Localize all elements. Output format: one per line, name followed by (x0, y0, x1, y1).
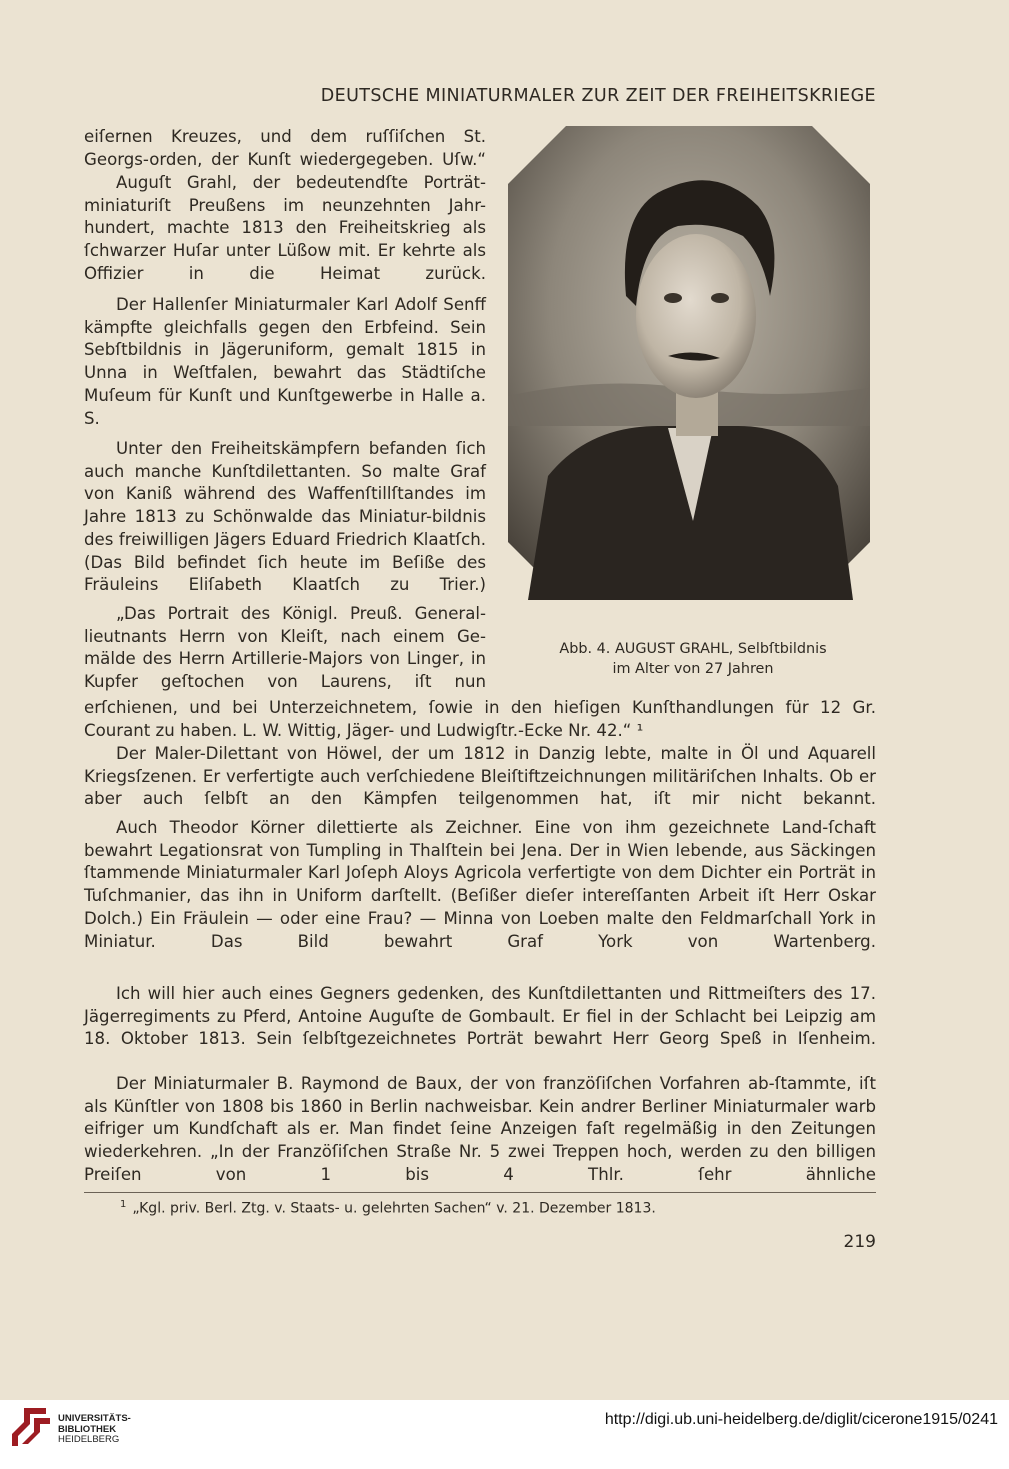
paragraph-5b: erſchienen, und bei Unterzeichnetem, ſowie in den hieſigen Kunſthandlungen für 12 Gr. Courant zu haben. L. W. Wittig, Jäger- und Ludwigſtr.-Ecke Nr. 42.“ ¹ (84, 698, 876, 740)
paragraph-9: Der Miniaturmaler B. Raymond de Baux, der von franzöſiſchen Vorfahren ab-ſtammte, iſt als Künſtler von 1808 bis 1860 in Berlin nachweisbar. Kein andrer Berliner Miniaturmaler warb eifriger um Kundſchaft als er. Man findet ſeine Anzeigen faſt regelmäßig in den Zeitungen wiederkehren. „In der Franzöſiſchen Straße Nr. 5 zwei Treppen hoch, werden zu den billigen Preiſen von 1 bis 4 Thlr. ſehr ähnliche (84, 1074, 876, 1184)
face-shape (636, 234, 756, 398)
library-name (58, 1414, 131, 1446)
paragraph-5a: „Das Portrait des Königl. Preuß. General-lieutnants Herrn von Kleiſt, nach einem Ge-mälde des Herrn Artillerie-Majors von Linger, in Kupfer geſtochen von Laurens, iſt nun (84, 604, 486, 692)
library-line-2: BIBLIOTHEK (58, 1423, 117, 1435)
digitization-footer (0, 1400, 1009, 1469)
footnote-text: „Kgl. priv. Berl. Ztg. v. Staats- u. gelehrten Sachen“ v. 21. Dezember 1813. (132, 1200, 656, 1217)
library-line-3: HEIDELBERG (58, 1434, 120, 1445)
footnote-marker: 1 (120, 1199, 127, 1210)
paragraph-1: eiſernen Kreuzes, und dem ruſſiſchen St. Georgs-orden, der Kunſt wiedergegeben. Uſw.“ (84, 127, 486, 169)
figure-caption (518, 639, 868, 679)
caption-line-1: Abb. 4. AUGUST GRAHL, Selbſtbildnis (559, 641, 827, 657)
portrait-figure (508, 126, 870, 600)
paragraph-7: Auch Theodor Körner dilettierte als Zeichner. Eine von ihm gezeichnete Land-ſchaft bewahrt Legationsrat von Tumpling in Thalſtein bei Jena. Der in Wien lebende, aus Säckingen ſtammende Miniaturmaler Karl Joſeph Aloys Agricola verfertigte von dem Dichter ein Porträt in Tuſchmanier, das ihn in Uniform darſtellt. (Beſißer dieſer intereſſanten Arbeit iſt Herr Oskar Dolch.) Ein Fräulein — oder eine Frau? — Minna von Loeben malte den Feldmarſchall York in Miniatur. Das Bild bewahrt Graf York von Wartenberg. (84, 818, 876, 951)
running-title: DEUTSCHE MINIATURMALER ZUR ZEIT DER FREIHEITSKRIEGE (320, 86, 876, 106)
left-eye (664, 293, 682, 303)
paragraph-2: Auguſt Grahl, der bedeutendſte Porträt-miniaturiſt Preußens im neunzehnten Jahr-hundert, machte 1813 den Freiheitskrieg als ſchwarzer Huſar unter Lüßow mit. Er kehrte als Offizier in die Heimat zurück. (84, 173, 486, 283)
footnote (120, 1199, 876, 1217)
paragraph-3: Der Hallenſer Miniaturmaler Karl Adolf Senff kämpfte gleichfalls gegen den Erbfeind. Sein Sebſtbildnis in Jägeruniform, gemalt 1815 in Unna in Weſtfalen, bewahrt das Städtiſche Muſeum für Kunſt und Kunſtgewerbe in Halle a. S. (84, 295, 486, 428)
paragraph-8: Ich will hier auch eines Gegners gedenken, des Kunſtdilettanten und Rittmeiſters des 17. Jägerregiments zu Pferd, Antoine Auguſte de Gombault. Er fiel in der Schlacht bei Leipzig am 18. Oktober 1813. Sein ſelbſtgezeichnetes Porträt bewahrt Herr Georg Speß in Iſenheim. (84, 984, 876, 1049)
paragraph-4: Unter den Freiheitskämpfern befanden ſich auch manche Kunſtdilettanten. So malte Graf von Kaniß während des Waffenſtillſtandes im Jahre 1813 zu Schönwalde das Miniatur-bildnis des freiwilligen Jägers Eduard Friedrich Klaatſch. (Das Bild befindet ſich heute im Beſiße des Fräuleins Eliſabeth Klaatſch zu Trier.) (84, 439, 486, 595)
footnote-rule (84, 1192, 876, 1193)
source-url[interactable]: http://digi.ub.uni-heidelberg.de/diglit/cicerone1915/0241 (604, 1411, 998, 1428)
caption-line-2: im Alter von 27 Jahren (612, 661, 774, 677)
library-line-1: UNIVERSITÄTS- (58, 1413, 131, 1424)
right-eye (711, 293, 729, 303)
paragraph-6: Der Maler-Dilettant von Höwel, der um 1812 in Danzig lebte, malte in Öl und Aquarell Kriegsſzenen. Er verfertigte auch verſchiedene Bleiſtiftzeichnungen militäriſchen Inhalts. Ob er aber auch ſelbſt an den Kämpfen teilgenommen hat, iſt mir nicht bekannt. (84, 744, 876, 809)
library-logo-icon (10, 1404, 54, 1450)
page-number: 219 (843, 1232, 876, 1252)
